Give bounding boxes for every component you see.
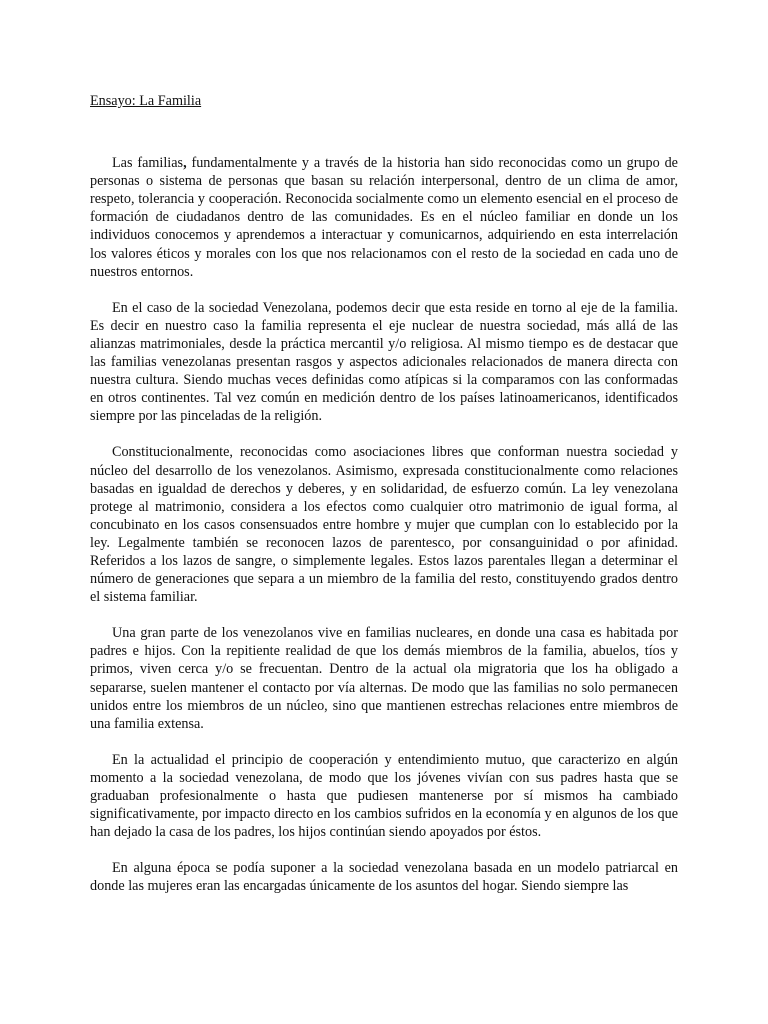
paragraph-lead-comma: ,	[183, 155, 187, 172]
paragraph-4: Una gran parte de los venezolanos vive en familias nucleares, en donde una casa es habitada por padres e hijos. Con la repitiente realidad de que los demás miembros de la familia, abuelos, tíos y primos, viven cerca y/o se frecuentan. Dentro de la actual ola migratoria que los ha obligado a separarse, suelen mantener el contacto por vía alternas. De modo que las familias no solo permanecen unidos entre los miembros de un núcleo, sino que mantienen estrechas relaciones entre miembros de una familia extensa.	[90, 625, 678, 732]
paragraph-2: En el caso de la sociedad Venezolana, podemos decir que esta reside en torno al eje de la familia. Es decir en nuestro caso la familia representa el eje nuclear de nuestra sociedad, más allá de las alianzas matrimoniales, desde la práctica mercantil y/o religiosa. Al mismo tiempo es de destacar que las familias venezolanas presentan rasgos y aspectos adicionales relacionados de manera directa con nuestra cultura. Siendo muchas veces definidas como atípicas si la comparamos con las conformadas en otros continentes. Tal vez común en medición dentro de los países latinoamericanos, identificados siempre por las pinceladas de la religión.	[90, 299, 678, 425]
paragraph-3: Constitucionalmente, reconocidas como asociaciones libres que conforman nuestra sociedad y núcleo del desarrollo de los venezolanos. Asimismo, expresada constitucionalmente como relaciones basadas en igualdad de derechos y deberes, y en solidaridad, de esfuerzo común. La ley venezolana protege al matrimonio, considera a los efectos como cualquier otro matrimonio de igual forma, al concubinato en los casos consensuados entre hombre y mujer que cumplan con lo establecido por la ley. Legalmente también se reconocen lazos de parentesco, por consanguinidad o por afinidad. Referidos a los lazos de sangre, o simplemente legales. Estos lazos parentales llegan a determinar el número de generaciones que separa a un miembro de la familia del resto, constituyendo grados dentro el sistema familiar.	[90, 444, 678, 606]
paragraph-1	[90, 154, 678, 281]
paragraph-5: En la actualidad el principio de cooperación y entendimiento mutuo, que caracterizo en algún momento a la sociedad venezolana, de modo que los jóvenes vivían con sus padres hasta que se graduaban profesionalmente o hasta que pudiesen mantenerse por sí mismos ha cambiado significativamente, por impacto directo en los cambios sufridos en la economía y en algunos de los que han dejado la casa de los padres, los hijos continúan siendo apoyados por éstos.	[90, 751, 678, 841]
document-page	[90, 92, 678, 895]
document-title: Ensayo: La Familia	[90, 93, 202, 109]
paragraph-lead-word: Las familias	[112, 155, 184, 172]
paragraph-1-body: fundamentalmente y a través de la historia han sido reconocidas como un grupo de personas o sistema de personas que basan su relación interpersonal, dentro de un clima de amor, respeto, tolerancia y cooperación. Reconocida socialmente como un elemento esencial en el proceso de formación de ciudadanos dentro de las comunidades. Es en el núcleo familiar en donde un los individuos conocemos y aprendemos a interactuar y comunicarnos, adquiriendo en esta interrelación los valores éticos y morales con los que nos relacionamos con el resto de la sociedad en cada uno de nuestros entornos.	[90, 155, 678, 280]
paragraph-6: En alguna época se podía suponer a la sociedad venezolana basada en un modelo patriarcal en donde las mujeres eran las encargadas únicamente de los asuntos del hogar. Siendo siempre las	[90, 860, 678, 895]
